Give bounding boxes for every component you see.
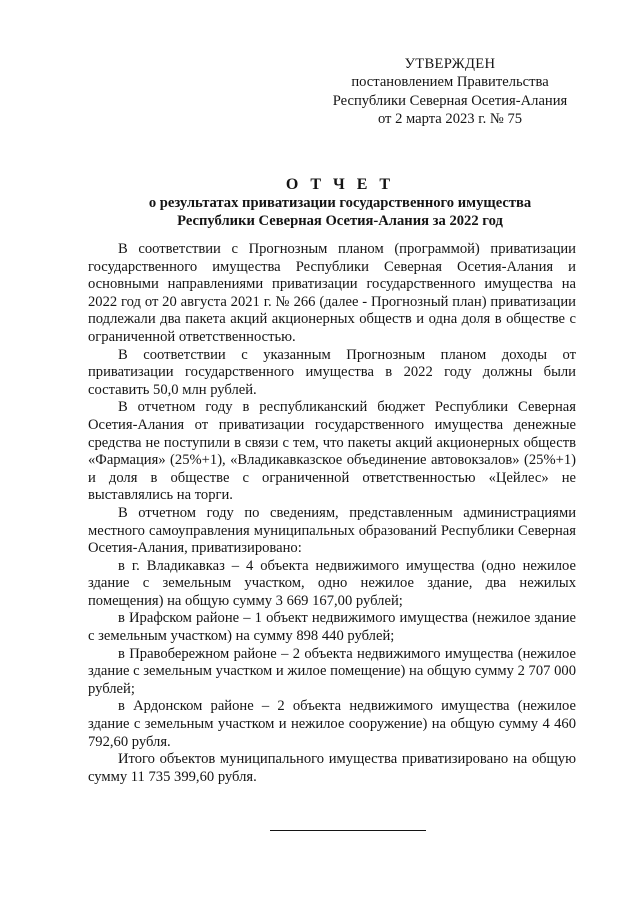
report-body (88, 241, 576, 786)
approval-stamp (320, 55, 580, 129)
document-title: О Т Ч Е Т (285, 176, 395, 193)
paragraph-ardon-district: в Ардонском районе – 2 объекта недвижимого имущества (нежилое здание с земельным участком и нежилое сооружение) на общую сумму 4 460 792,60 рубля. (88, 698, 576, 750)
paragraph-planned-income: В соответствии с указанным Прогнозным планом доходы от приватизации государственного имущества в 2022 году должны были составить 50,0 млн рублей. (88, 346, 576, 398)
approval-heading: УТВЕРЖДЕН (404, 56, 496, 72)
paragraph-forecast-plan: В соответствии с Прогнозным планом (программой) приватизации государственного имущества Республики Северная Осетия-Алания и основными направлениями приватизации государственного имущества на 2022 год от 20 августа 2021 г. № 266 (далее - Прогнозный план) приватизации подлежали два пакета акций акционерных обществ и одна доля в обществе с ограниченной ответственностью. (88, 241, 576, 345)
closing-rule (270, 830, 426, 831)
document-subtitle-line-2: Республики Северная Осетия-Алания за 2022 год (177, 213, 503, 229)
paragraph-total: Итого объектов муниципального имущества приватизировано на общую сумму 11 735 399,60 рубля. (88, 751, 576, 785)
approval-basis: постановлением Правительства (351, 74, 549, 91)
paragraph-iraf-district: в Ирафском районе – 1 объект недвижимого имущества (нежилое здание с земельным участком) на сумму 898 440 рублей; (88, 610, 576, 645)
document-subtitle-line-1: о результатах приватизации государственного имущества (148, 195, 532, 211)
approval-authority: Республики Северная Осетия-Алания (332, 92, 568, 109)
paragraph-pravoberezhny-district: в Правобережном районе – 2 объекта недвижимого имущества (нежилое здание с земельным участком и жилое помещение) на общую сумму 2 707 000 рублей; (88, 645, 576, 697)
paragraph-vladikavkaz: в г. Владикавказ – 4 объекта недвижимого имущества (одно нежилое здание с земельным участком, одно нежилое здание, два нежилых помещения) на общую сумму 3 669 167,00 рублей; (88, 557, 576, 609)
approval-date: от 2 марта 2023 г. № 75 (377, 111, 523, 128)
paragraph-no-receipts: В отчетном году в республиканский бюджет Республики Северная Осетия-Алания от приватизации государственного имущества денежные средства не поступили в связи с тем, что пакеты акций акционерных обществ «Фармация» (25%+1), «Владикавказское объединение автовокзалов» (25%+1) и доля в обществе с ограниченной ответственностью «Цейлес» не выставлялись на торги. (88, 399, 576, 504)
paragraph-municipal-intro: В отчетном году по сведениям, представленным администрациями местного самоуправления муниципальных образований Республики Северная Осетия-Алания, приватизировано: (88, 504, 576, 557)
